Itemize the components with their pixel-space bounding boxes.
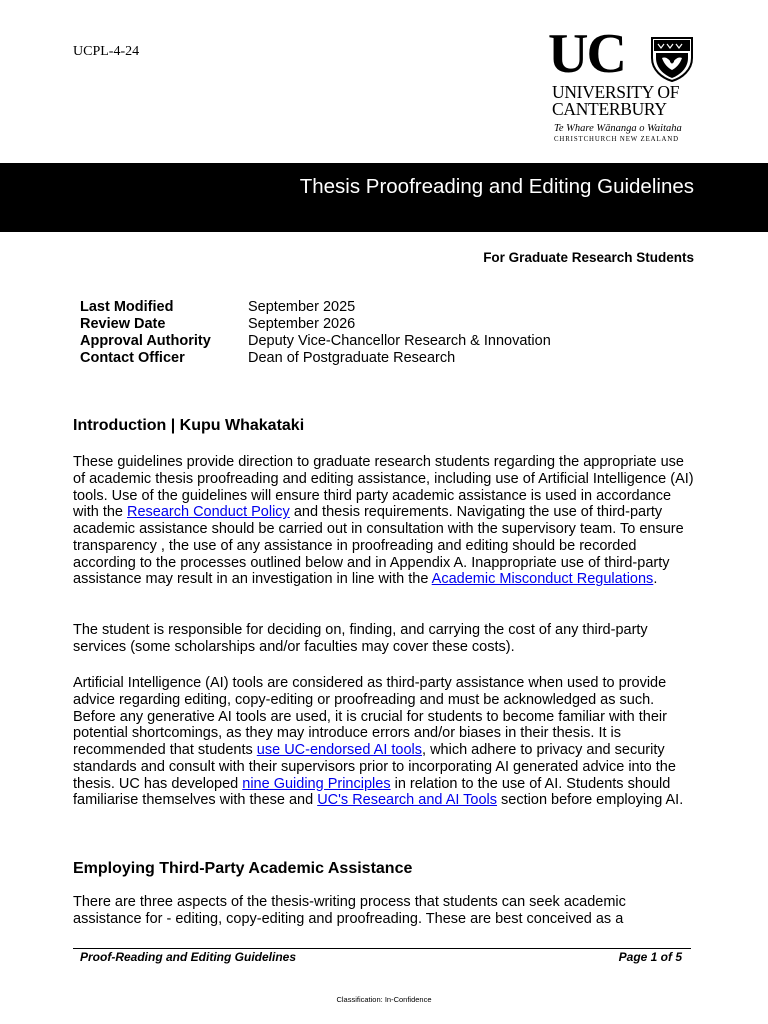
logo-location: CHRISTCHURCH NEW ZEALAND xyxy=(554,136,679,143)
meta-label: Review Date xyxy=(80,316,166,332)
classification-label: Classification: In-Confidence xyxy=(336,995,432,1004)
document-code: UCPL-4-24 xyxy=(73,44,140,59)
meta-value: Deputy Vice-Chancellor Research & Innovation xyxy=(248,333,551,349)
university-crest-icon xyxy=(650,36,694,82)
university-logo xyxy=(548,23,696,144)
meta-label: Approval Authority xyxy=(80,333,211,349)
document-metadata xyxy=(80,299,551,367)
title-banner xyxy=(0,163,768,232)
logo-maori-name: Te Whare Wānanga o Waitaha xyxy=(554,123,682,134)
meta-label: Last Modified xyxy=(80,299,174,315)
guiding-principles-link[interactable]: nine Guiding Principles xyxy=(242,775,391,792)
intro-paragraph-1: These guidelines provide direction to graduate research students regarding the appropriate use of academic thesis proofreading and editing assistance, including use of Artificial Intelligence (AI) tools. Use of the guidelines will ensure third party academic assistance is used in accordance with the Research Conduct Policy and thesis requirements. Navigating the use of third-party academic assistance should be carried out in consultation with the supervisory team. To ensure transparency , the use of any assistance in proofreading and editing should be recorded according to the processes outlined below and in Appendix A. Inappropriate use of third-party assistance may result in an investigation in line with the Academic Misconduct Regulations. xyxy=(73,454,694,588)
audience-subtitle: For Graduate Research Students xyxy=(483,250,694,265)
footer-page-number: Page 1 of 5 xyxy=(618,950,682,964)
research-conduct-policy-link[interactable]: Research Conduct Policy xyxy=(127,504,290,521)
intro-paragraph-2: The student is responsible for deciding on, finding, and carrying the cost of any third-party services (some scholarships and/or faculties may cover these costs). xyxy=(73,622,648,655)
section-heading: Employing Third-Party Academic Assistance xyxy=(73,860,413,877)
meta-value: September 2026 xyxy=(248,316,356,332)
meta-row xyxy=(80,333,551,350)
logo-university-name: UNIVERSITY OF CANTERBURY xyxy=(552,82,680,119)
section-paragraph-1: There are three aspects of the thesis-writing process that students can seek academic assistance for - editing, copy-editing and proofreading. These are best conceived as a xyxy=(73,894,626,927)
meta-label: Contact Officer xyxy=(80,350,185,366)
intro-paragraph-3: Artificial Intelligence (AI) tools are considered as third-party assistance when used to provide advice regarding editing, copy-editing or proofreading and must be acknowledged as such. Before any generative AI tools are used, it is crucial for students to become familiar with their potential shortcomings, as they may introduce errors and/or biases in their thesis. It is recommended that students use UC-endorsed AI tools, which adhere to privacy and security standards and consult with their supervisors prior to incorporating AI generated advice into the thesis. UC has developed nine Guiding Principles in relation to the use of AI. Students should familiarise themselves with these and UC's Research and AI Tools section before employing AI. xyxy=(73,675,684,809)
intro-heading: Introduction | Kupu Whakataki xyxy=(73,417,305,434)
academic-misconduct-regulations-link[interactable]: Academic Misconduct Regulations xyxy=(431,571,654,588)
meta-row xyxy=(80,299,551,316)
footer-divider xyxy=(73,948,691,949)
meta-value: Dean of Postgraduate Research xyxy=(248,350,456,366)
meta-row xyxy=(80,350,551,367)
document-title: Thesis Proofreading and Editing Guidelines xyxy=(299,175,694,198)
meta-value: September 2025 xyxy=(248,299,356,315)
uc-endorsed-ai-tools-link[interactable]: use UC-endorsed AI tools xyxy=(256,742,423,758)
logo-mark: UC xyxy=(548,23,625,85)
meta-row xyxy=(80,316,551,333)
research-and-ai-tools-link[interactable]: UC's Research and AI Tools xyxy=(317,792,498,809)
footer-document-name: Proof-Reading and Editing Guidelines xyxy=(80,950,297,964)
